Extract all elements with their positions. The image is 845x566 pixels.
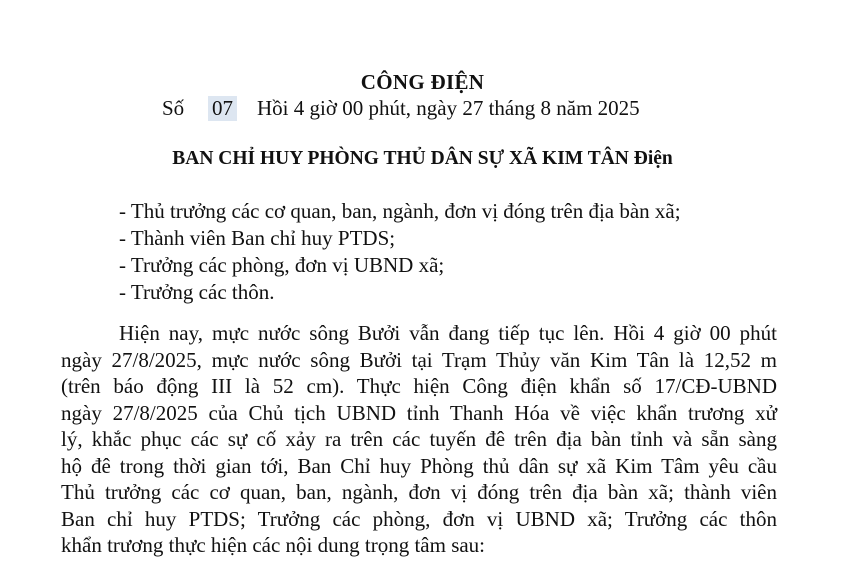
body-line: Hiện nay, mực nước sông Bưởi vẫn đang tiếp tục lên. Hồi 4 giờ 00 phút <box>119 321 777 345</box>
body-line: ngày 27/8/2025 của Chủ tịch UBND tỉnh Thanh Hóa về việc khẩn trương xử <box>61 400 777 425</box>
issuing-authority-heading: BAN CHỈ HUY PHÒNG THỦ DÂN SỰ XÃ KIM TÂN Điện <box>172 148 673 169</box>
body-line: ngày 27/8/2025, mực nước sông Bưởi tại Trạm Thủy văn Kim Tân là 12,52 m <box>61 347 777 372</box>
recipient-list <box>119 198 681 306</box>
body-line: khẩn trương thực hiện các nội dung trọng tâm sau: <box>61 533 486 557</box>
recipient-item: - Trưởng các thôn. <box>119 280 275 304</box>
body-line: hộ đê trong thời gian tới, Ban Chỉ huy Phòng thủ dân sự xã Kim Tâm yêu cầu <box>61 453 777 478</box>
body-line: (trên báo động III là 52 cm). Thực hiện Công điện khẩn số 17/CĐ-UBND <box>61 374 777 398</box>
recipient-item: - Trưởng các phòng, đơn vị UBND xã; <box>119 253 445 277</box>
body-line: Ban chỉ huy PTDS; Trưởng các phòng, đơn vị UBND xã; Trưởng các thôn <box>61 506 777 531</box>
body-line: Thủ trưởng các cơ quan, ban, ngành, đơn vị đóng trên địa bàn xã; thành viên <box>61 480 777 504</box>
number-value: 07 <box>208 96 237 121</box>
recipient-item: - Thành viên Ban chỉ huy PTDS; <box>119 226 396 250</box>
body-line: lý, khắc phục các sự cố xảy ra trên các tuyến đê trên địa bàn tỉnh và sẵn sàng <box>61 427 777 451</box>
body-paragraph <box>61 320 777 559</box>
issued-time: Hồi 4 giờ 00 phút, ngày 27 tháng 8 năm 2025 <box>257 96 640 120</box>
recipient-item: - Thủ trưởng các cơ quan, ban, ngành, đơn vị đóng trên địa bàn xã; <box>119 199 681 223</box>
document-title: CÔNG ĐIỆN <box>360 70 485 94</box>
number-label: Số <box>162 96 185 120</box>
document-number-line <box>162 96 640 121</box>
